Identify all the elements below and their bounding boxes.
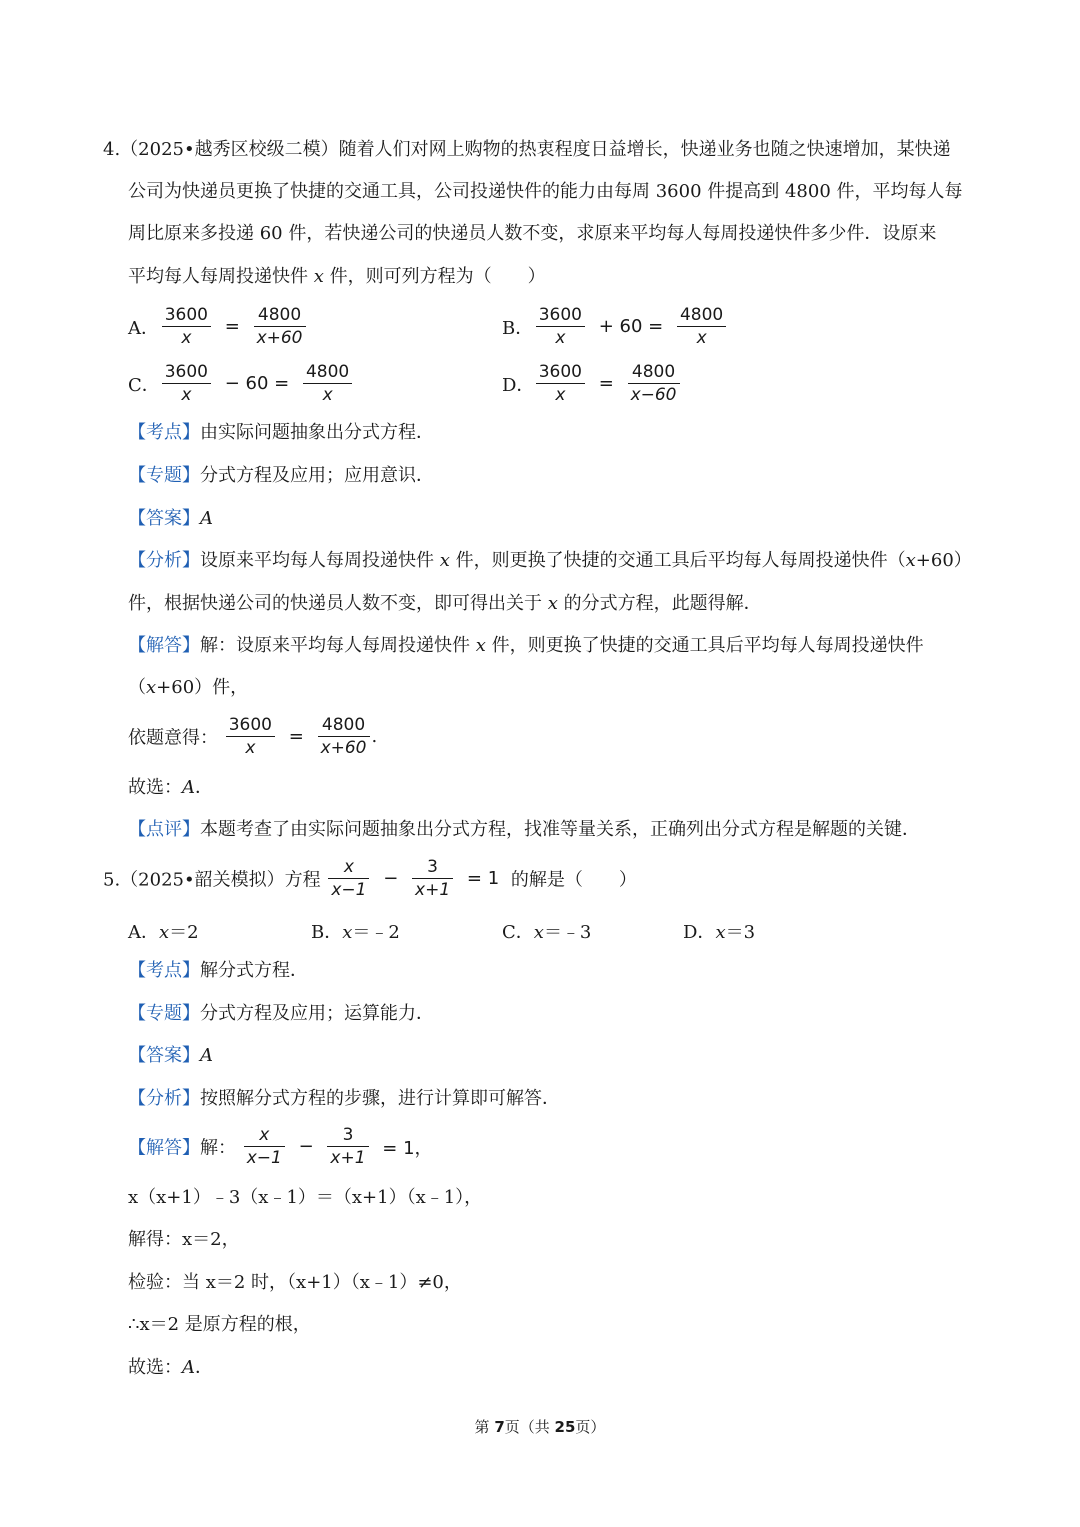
q4-stem-line-3: 周比原来多投递 60 件，若快递公司的快递员人数不变，求原来平均每人每周投递快件多少件．设原来 (128, 223, 937, 244)
q4-answer: 【答案】A (128, 508, 213, 529)
q4-zhuanti: 【专题】分式方程及应用；应用意识． (128, 465, 434, 486)
q4-jieda-line-1: 【解答】解：设原来平均每人每周投递快件 x 件，则更换了快捷的交通工具后平均每人每周投递快件 (128, 635, 924, 656)
page-footer: 第 7页（共 25页） (474, 1418, 606, 1436)
q4-option-b: B． $\frac{3600}{x}$ + 60 = $\frac{4800}{x}$ (502, 304, 728, 349)
q5-answer: 【答案】A (128, 1045, 213, 1066)
q4-option-a: A． $\frac{3600}{x}$ = $\frac{4800}{x+60}$ (128, 304, 308, 349)
q5-option-a: A．x＝2 (128, 922, 199, 943)
q4-option-d: D． $\frac{3600}{x}$ = $\frac{4800}{x-60}$ (502, 361, 682, 406)
fraction: $\frac{3600}{x}$ (162, 304, 211, 349)
q4-fenxi-line-1: 【分析】设原来平均每人每周投递快件 x 件，则更换了快捷的交通工具后平均每人每周投递快件（x+60） (128, 550, 972, 571)
fraction: $\frac{3}{x+1}$ (412, 856, 453, 901)
q4-kaodian: 【考点】由实际问题抽象出分式方程． (128, 422, 434, 443)
q4-option-c: C． $\frac{3600}{x}$ − 60 = $\frac{4800}{x}$ (128, 361, 354, 406)
q4-jieda-line-2: （x+60）件， (128, 677, 249, 698)
fraction: $\frac{x}{x-1}$ (328, 856, 369, 901)
fraction: $\frac{4800}{x+60}$ (318, 714, 370, 759)
fraction: $\frac{3}{x+1}$ (327, 1124, 368, 1169)
fraction: $\frac{3600}{x}$ (162, 361, 211, 406)
fraction: $\frac{3600}{x}$ (536, 361, 585, 406)
q5-step-2: 解得：x＝2， (128, 1229, 240, 1250)
q5-step-3: 检验：当 x＝2 时，（x+1）（x﹣1）≠0， (128, 1272, 462, 1293)
q5-step-4: ∴x＝2 是原方程的根， (128, 1314, 311, 1335)
q5-zhuanti: 【专题】分式方程及应用；运算能力． (128, 1003, 434, 1024)
fraction: $\frac{4800}{x}$ (677, 304, 726, 349)
q5-fenxi: 【分析】按照解分式方程的步骤，进行计算即可解答． (128, 1088, 560, 1109)
q5-option-b: B．x＝﹣2 (311, 922, 400, 943)
fraction: $\frac{4800}{x+60}$ (254, 304, 306, 349)
q5-jieda: 【解答】解： $\frac{x}{x-1}$ − $\frac{3}{x+1}$ = 1， (128, 1125, 433, 1168)
q5-stem: 5.（2025•韶关模拟）方程 $\frac{x}{x-1}$ − $\frac{3}{x+1}$ = 1 的解是（ ） (103, 857, 637, 900)
q5-option-d: D．x＝3 (683, 922, 756, 943)
fraction: $\frac{4800}{x}$ (303, 361, 352, 406)
q4-equation: 依题意得： $\frac{3600}{x}$ = $\frac{4800}{x+60}$ . (128, 715, 378, 758)
q4-fenxi-line-2: 件，根据快递公司的快递员人数不变，即可得出关于 x 的分式方程，此题得解． (128, 593, 762, 614)
q4-stem-line-1: 4.（2025•越秀区校级二模）随着人们对网上购物的热衷程度日益增长，快递业务也随之快速增加，某快递 (103, 139, 951, 160)
fraction: $\frac{3600}{x}$ (536, 304, 585, 349)
q5-step-1: x（x+1）﹣3（x﹣1）＝（x+1）（x﹣1）， (128, 1187, 483, 1208)
q4-stem-line-4: 平均每人每周投递快件 x 件，则可列方程为（ ） (128, 266, 546, 287)
q4-guxuan: 故选：A． (128, 777, 213, 798)
q5-option-c: C．x＝﹣3 (502, 922, 592, 943)
q5-kaodian: 【考点】解分式方程． (128, 960, 308, 981)
fraction: $\frac{4800}{x-60}$ (628, 361, 680, 406)
q5-guxuan: 故选：A． (128, 1357, 213, 1378)
fraction: $\frac{x}{x-1}$ (244, 1124, 285, 1169)
fraction: $\frac{3600}{x}$ (226, 714, 275, 759)
q4-dianping: 【点评】本题考查了由实际问题抽象出分式方程，找准等量关系，正确列出分式方程是解题的关键． (128, 819, 920, 840)
q4-stem-line-2: 公司为快递员更换了快捷的交通工具，公司投递快件的能力由每周 3600 件提高到 4800 件，平均每人每 (128, 181, 963, 202)
